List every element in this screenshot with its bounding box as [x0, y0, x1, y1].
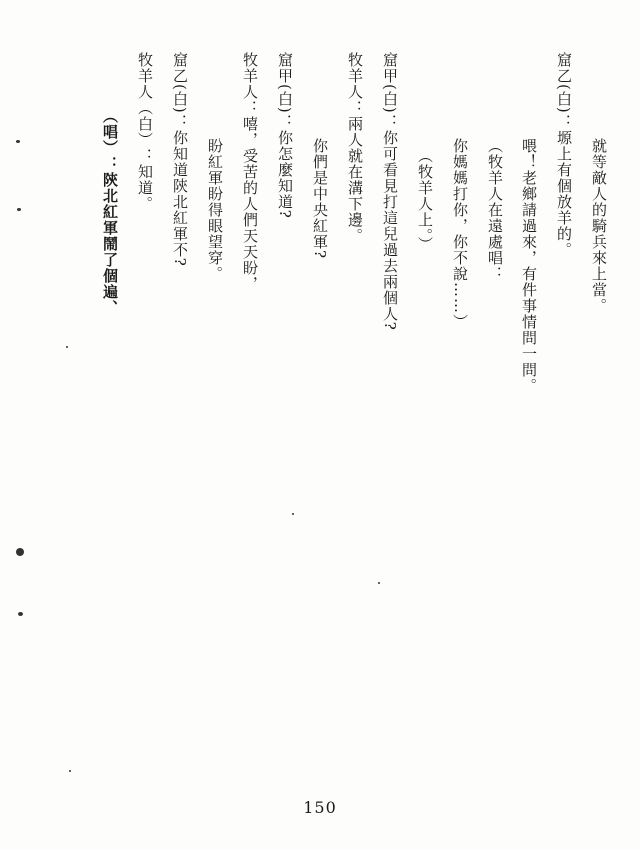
text-line-2: 窟乙(白)：塬上有個放羊的。 — [555, 52, 573, 258]
scan-speck — [17, 208, 21, 211]
text-line-6: （牧羊人上。） — [416, 148, 434, 253]
text-line-13: 窟乙(白)：你知道陝北紅軍不? — [171, 52, 189, 267]
text-line-12: 盼紅軍盼得眼望穿。 — [206, 138, 224, 282]
text-line-14: 牧羊人（白）：知道。 — [136, 52, 154, 212]
text-line-7: 窟甲(白)：你可看見打這兒過去兩個人? — [381, 52, 399, 331]
text-line-4: （牧羊人在遠處唱： — [486, 138, 504, 282]
text-line-5: 你媽媽打你，你不說……） — [451, 138, 469, 330]
scan-speck — [292, 513, 294, 515]
text-line-9: 你們是中央紅軍? — [311, 138, 329, 260]
scan-speck — [16, 140, 20, 143]
text-line-15: （唱）：陝北紅軍鬧了個遍、 — [101, 108, 119, 316]
page-number: 150 — [303, 798, 337, 817]
text-line-8: 牧羊人：兩人就在溝下邊。 — [346, 52, 364, 244]
scan-speck — [66, 346, 68, 348]
scan-speck — [18, 612, 23, 616]
scan-speck — [69, 770, 71, 772]
scan-speck — [378, 582, 380, 584]
text-line-1: 就等敵人的騎兵來上當。 — [590, 138, 608, 314]
text-line-3: 喂！老鄉請過來，有件事情問一問。 — [520, 138, 538, 394]
text-line-10: 窟甲(白)：你怎麼知道? — [276, 52, 294, 219]
text-line-11: 牧羊人：嘻，受苦的人們天天盼， — [241, 52, 259, 292]
scan-speck — [16, 548, 24, 556]
